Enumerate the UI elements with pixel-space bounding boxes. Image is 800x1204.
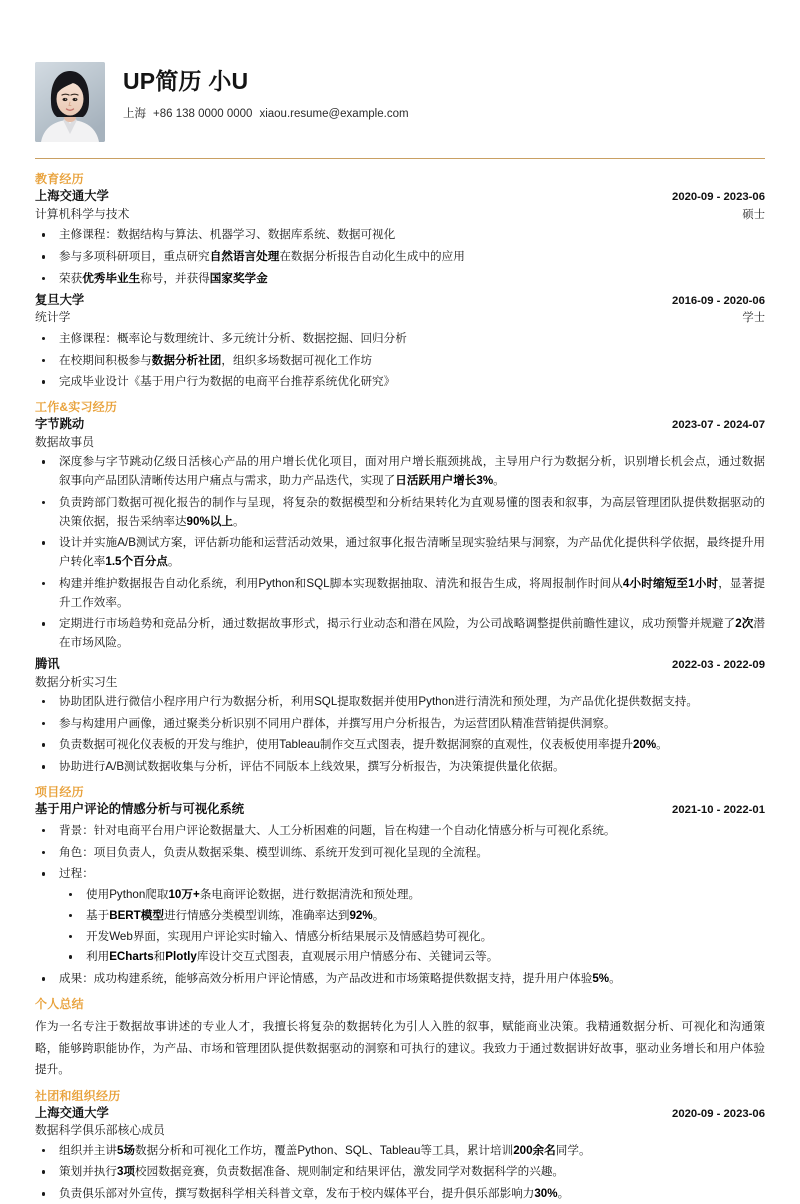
bullet-item: 协助进行A/B测试数据收集与分析，评估不同版本上线效果，撰写分析报告，为决策提供量化依据。 [35,758,765,777]
bullet-item: 主修课程：概率论与数理统计、多元统计分析、数据挖掘、回归分析 [35,330,765,349]
contact-line [123,107,409,122]
entry [35,656,765,777]
sub-bullet-list [59,886,765,967]
section-title: 社团和组织经历 [35,1088,121,1103]
sub-bullet-item: 基于BERT模型进行情感分类模型训练，准确率达到92%。 [59,907,765,926]
bullet-item: 过程： 使用Python爬取10万+条电商评论数据，进行数据清洗和预处理。 基于BERT模型进行情感分类模型训练，准确率达到92%。 开发Web界面，实现用户评论实时输入、情感分析结果展示及情感趋势可视化。 利用ECharts和Plotly库设计交互式图表，直观展示用户情感分布、关键词云等。 [35,865,765,967]
entry [35,292,765,393]
entry-date-range: 2023-07 - 2024-07 [672,419,765,432]
resume-sections [35,171,765,1204]
entry-head [35,1105,765,1123]
bullet-list [35,1142,765,1204]
entry-date-range: 2020-09 - 2023-06 [672,191,765,204]
entry-organization: 腾讯 [35,657,60,672]
section [35,171,765,392]
entry-head [35,801,765,819]
entry-head [35,292,765,310]
sub-bullet-item: 使用Python爬取10万+条电商评论数据，进行数据清洗和预处理。 [59,886,765,905]
entry-degree: 学士 [742,312,765,325]
bullet-item: 负责数据可视化仪表板的开发与维护，使用Tableau制作交互式图表，提升数据洞察的直观性，仪表板使用率提升20%。 [35,736,765,755]
bullet-item: 设计并实施A/B测试方案，评估新功能和运营活动效果，通过叙事化报告清晰呈现实验结果与洞察，为产品优化提供科学依据，最终提升用户转化率1.5个百分点。 [35,534,765,572]
entry-organization: 上海交通大学 [35,189,109,204]
entry-head [35,188,765,206]
bullet-item: 在校期间积极参与数据分析社团，组织多场数据可视化工作坊 [35,352,765,371]
bullet-item: 参与多项科研项目，重点研究自然语言处理在数据分析报告自动化生成中的应用 [35,248,765,267]
bullet-item: 成果：成功构建系统，能够高效分析用户评论情感，为产品改进和市场策略提供数据支持，提升用户体验5%。 [35,970,765,989]
entry-role: 统计学 [35,310,71,325]
entry-date-range: 2016-09 - 2020-06 [672,294,765,307]
entry-head [35,656,765,674]
bullet-item: 构建并维护数据报告自动化系统，利用Python和SQL脚本实现数据抽取、清洗和报告生成，将周报制作时间从4小时缩短至1小时，显著提升工作效率。 [35,575,765,613]
header-divider [35,158,765,159]
entry-head [35,416,765,434]
summary-text: 作为一名专注于数据故事讲述的专业人才，我擅长将复杂的数据转化为引人入胜的叙事，赋能商业决策。我精通数据分析、可视化和沟通策略，能够跨职能协作，为产品、市场和管理团队提供数据驱动的洞察和可执行的建议。我致力于通过数据讲好故事，驱动业务增长和用户体验提升。 [35,1020,765,1077]
section-title: 项目经历 [35,785,84,799]
entry-role: 数据故事员 [35,434,94,449]
section-title: 工作&实习经历 [35,400,118,415]
contact-location: 上海 [123,107,146,120]
section [35,784,765,989]
entry-subhead [35,1122,765,1138]
contact-email[interactable]: xiaou.resume@example.com [259,107,409,120]
entry-subhead [35,206,765,224]
section [35,996,765,1081]
bullet-item: 参与构建用户画像，通过聚类分析识别不同用户群体，并撰写用户分析报告，为运营团队精准营销提供洞察。 [35,715,765,734]
entry-organization: 复旦大学 [35,292,85,307]
section-title: 个人总结 [35,997,84,1012]
sub-bullet-item: 开发Web界面，实现用户评论实时输入、情感分析结果展示及情感趋势可视化。 [59,928,765,947]
bullet-item: 角色：项目负责人，负责从数据采集、模型训练、系统开发到可视化呈现的全流程。 [35,844,765,863]
bullet-item: 协助团队进行微信小程序用户行为数据分析，利用SQL提取数据并使用Python进行清洗和预处理，为产品优化提供数据支持。 [35,693,765,712]
entry-organization: 上海交通大学 [35,1105,109,1120]
entry-role: 计算机科学与技术 [35,206,130,221]
bullet-list [35,822,765,989]
entry [35,188,765,289]
bullet-item: 定期进行市场趋势和竞品分析，通过数据故事形式，揭示行业动态和潜在风险，为公司战略调整提供前瞻性建议，成功预警并规避了2次潜在市场风险。 [35,615,765,653]
entry-subhead [35,674,765,690]
entry-date-range: 2021-10 - 2022-01 [672,804,765,817]
bullet-list [35,693,765,777]
header-text-block [123,62,409,122]
entry [35,1105,765,1204]
bullet-list [35,453,765,653]
person-name: UP简历 小U [123,68,249,94]
entry-subhead [35,309,765,327]
bullet-item: 深度参与字节跳动亿级日活核心产品的用户增长优化项目，面对用户增长瓶颈挑战，主导用户行为数据分析，识别增长机会点，通过数据叙事向产品团队清晰传达用户痛点与需求，助力产品迭代，实现了日活跃用户增长3%。 [35,453,765,491]
bullet-item: 主修课程：数据结构与算法、机器学习、数据库系统、数据可视化 [35,226,765,245]
entry-role: 数据科学俱乐部核心成员 [35,1123,165,1138]
bullet-item: 荣获优秀毕业生称号，并获得国家奖学金 [35,270,765,289]
bullet-item: 背景：针对电商平台用户评论数据量大、人工分析困难的问题，旨在构建一个自动化情感分析与可视化系统。 [35,822,765,841]
bullet-list [35,226,765,288]
entry-degree: 硕士 [742,208,765,221]
section-title: 教育经历 [35,172,84,186]
bullet-item: 负责跨部门数据可视化报告的制作与呈现，将复杂的数据模型和分析结果转化为直观易懂的图表和叙事，为高层管理团队提供数据驱动的决策依据，报告采纳率达90%以上。 [35,494,765,532]
entry-date-range: 2020-09 - 2023-06 [672,1107,765,1120]
bullet-item: 策划并执行3项校园数据竞赛，负责数据准备、规则制定和结果评估，激发同学对数据科学的兴趣。 [35,1163,765,1182]
profile-photo [35,62,105,142]
entry-organization: 基于用户评论的情感分析与可视化系统 [35,802,245,817]
bullet-item: 组织并主讲5场数据分析和可视化工作坊，覆盖Python、SQL、Tableau等工具，累计培训200余名同学。 [35,1142,765,1161]
bullet-list [35,330,765,392]
entry [35,801,765,989]
section [35,1088,765,1204]
resume-header [35,0,765,148]
entry-date-range: 2022-03 - 2022-09 [672,659,765,672]
sub-bullet-item: 利用ECharts和Plotly库设计交互式图表，直观展示用户情感分布、关键词云等。 [59,948,765,967]
entry-organization: 字节跳动 [35,417,85,432]
contact-phone: +86 138 0000 0000 [153,107,253,120]
entry-role: 数据分析实习生 [35,674,118,689]
bullet-item: 完成毕业设计《基于用户行为数据的电商平台推荐系统优化研究》 [35,373,765,392]
entry [35,416,765,653]
entry-subhead [35,434,765,450]
bullet-item: 负责俱乐部对外宣传，撰写数据科学相关科普文章，发布于校内媒体平台，提升俱乐部影响力30%。 [35,1185,765,1204]
section [35,399,765,777]
